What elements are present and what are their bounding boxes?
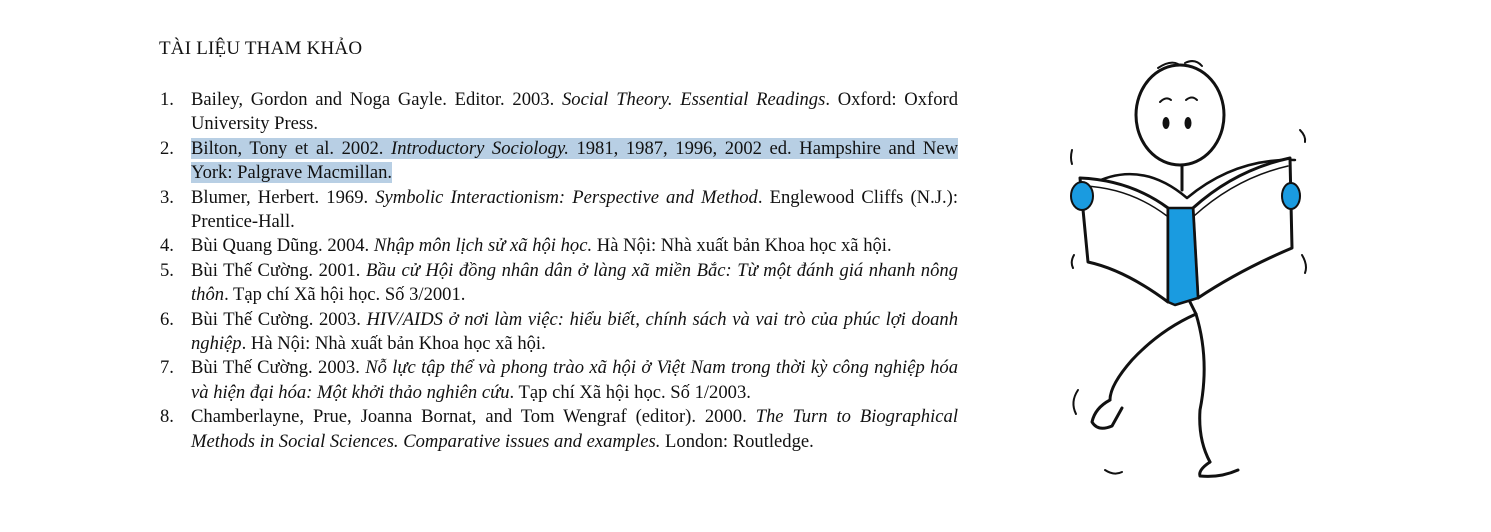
- reference-number: 5.: [160, 259, 174, 281]
- reference-document: [150, 18, 972, 513]
- reference-publisher: 1981, 1987, 1996, 2002 ed. Hampshire and New York: Palgrave Macmillan.: [191, 137, 958, 184]
- reference-number: 4.: [160, 235, 174, 257]
- reference-author: Bailey, Gordon and Noga Gayle. Editor. 2003.: [191, 89, 562, 110]
- reference-publisher: . Oxford: Oxford University Press.: [191, 89, 959, 135]
- reference-number: 7.: [160, 357, 174, 379]
- reference-item-highlighted[interactable]: [160, 137, 958, 186]
- reference-number: 1.: [160, 89, 174, 110]
- reference-item: [160, 356, 958, 405]
- reference-title: The Turn to Biographical Methods in Social Sciences. Comparative issues and examples.: [191, 406, 958, 452]
- reference-title: Nỗ lực tập thể và phong trào xã hội ở Việt Nam trong thời kỳ công nghiệp hóa và hiện đại hóa: Một khởi thảo nghiên cứu: [191, 357, 959, 403]
- reference-publisher: . Englewood Cliffs (N.J.): Prentice-Hall.: [191, 186, 958, 233]
- reading-stick-figure-icon: [1050, 30, 1360, 500]
- reference-publisher: London: Routledge.: [660, 430, 814, 452]
- reference-title: Social Theory. Essential Readings: [561, 89, 826, 110]
- reference-item: [160, 308, 958, 357]
- page-title: TÀI LIỆU THAM KHẢO: [159, 38, 363, 59]
- reference-number: 2.: [160, 137, 174, 159]
- reference-number: 8.: [160, 406, 174, 428]
- reference-list: [160, 88, 958, 454]
- reference-publisher: . Tạp chí Xã hội học. Số 1/2003.: [509, 381, 751, 403]
- reference-number: 3.: [160, 186, 174, 208]
- reference-publisher: . Tạp chí Xã hội học. Số 3/2001.: [224, 284, 466, 306]
- reference-author: Bùi Quang Dũng. 2004.: [191, 235, 374, 257]
- reference-author: Bùi Thế Cường. 2001.: [191, 259, 367, 281]
- text-selection-highlight[interactable]: [191, 138, 958, 183]
- reference-author: Bùi Thế Cường. 2003.: [191, 357, 366, 379]
- reference-author: Chamberlayne, Prue, Joanna Bornat, and Tom Wengraf (editor). 2000.: [191, 406, 756, 428]
- reference-item: [160, 259, 958, 308]
- reference-publisher: Hà Nội: Nhà xuất bản Khoa học xã hội.: [592, 235, 892, 257]
- reference-item: [160, 405, 958, 454]
- reference-title: Bầu cử Hội đồng nhân dân ở làng xã miền Bắc: Từ một đánh giá nhanh nông thôn: [191, 259, 958, 306]
- reference-title: Introductory Sociology.: [391, 137, 569, 159]
- reference-author: Bilton, Tony et al. 2002.: [191, 137, 392, 159]
- reference-item: [160, 234, 958, 258]
- reference-author: Bùi Thế Cường. 2003.: [191, 308, 367, 330]
- reference-item: [160, 186, 958, 235]
- reference-title: HIV/AIDS ở nơi làm việc: hiểu biết, chính sách và vai trò của phúc lợi doanh nghiệp: [191, 308, 959, 355]
- reference-author: Blumer, Herbert. 1969.: [191, 186, 376, 208]
- reference-item: [160, 88, 958, 137]
- reference-title: Nhập môn lịch sử xã hội học.: [373, 235, 593, 257]
- reference-title: Symbolic Interactionism: Perspective and Method: [375, 186, 758, 208]
- reference-publisher: . Hà Nội: Nhà xuất bản Khoa học xã hội.: [241, 333, 546, 355]
- reference-number: 6.: [160, 308, 174, 330]
